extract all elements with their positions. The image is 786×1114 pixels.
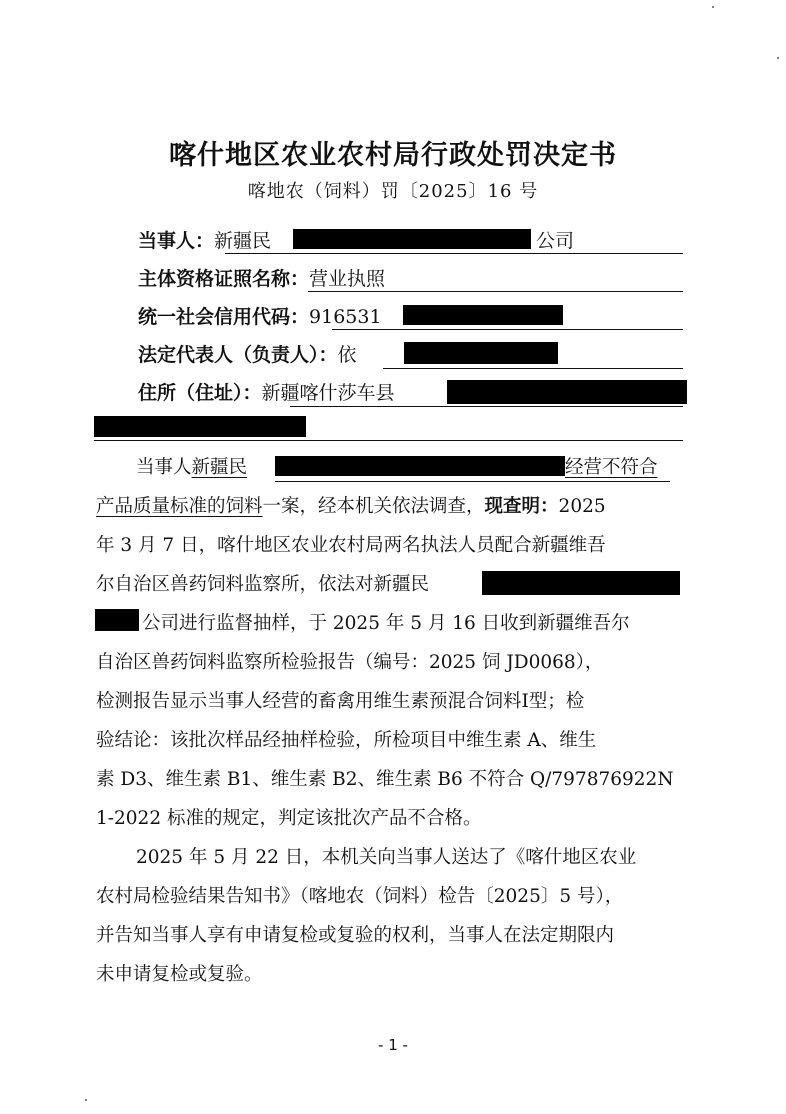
paragraph-1-line-9: 素 D3、维生素 B1、维生素 B2、维生素 B6 不符合 Q/797876922N (96, 769, 674, 790)
paragraph-2-line-3: 并告知当事人享有申请复检或复验的权利，当事人在法定期限内 (96, 925, 615, 946)
text-span: 2025 (558, 496, 606, 517)
credit-code-underline (332, 329, 683, 330)
address-underline (290, 406, 683, 407)
paragraph-1-line-3: 年 3 月 7 日，喀什地区农业农村局两名执法人员配合新疆维吾 (96, 535, 606, 556)
address-field (138, 378, 395, 408)
party-value-prefix: 新疆民 (214, 230, 272, 252)
license-label: 主体资格证照名称： (138, 268, 310, 290)
address-value: 新疆喀什莎车县 (261, 382, 395, 404)
redaction-block (403, 305, 563, 325)
redaction-block (95, 609, 139, 631)
document-title: 喀什地区农业农村局行政处罚决定书 (169, 140, 617, 171)
paragraph-1-line-2 (96, 492, 606, 518)
redaction-block (404, 342, 558, 364)
party-value-suffix: 公司 (536, 230, 575, 252)
license-underline (308, 291, 683, 292)
address-label: 住所（住址）： (138, 382, 262, 404)
credit-code-label: 统一社会信用代码： (138, 306, 310, 328)
paragraph-1-line-10: 1-2022 标准的规定，判定该批次产品不合格。 (96, 808, 482, 829)
address-underline-2 (94, 440, 683, 441)
paragraph-1-line-5: 公司进行监督抽样，于 2025 年 5 月 16 日收到新疆维吾尔 (142, 613, 630, 634)
paragraph-1-line-1-end (565, 453, 658, 479)
license-value: 营业执照 (309, 268, 386, 290)
text-span: 经营不符合 (565, 457, 658, 478)
redaction-block (482, 571, 680, 595)
scan-speck (85, 1099, 87, 1101)
redaction-block (94, 416, 306, 437)
redaction-block (293, 229, 531, 249)
paragraph-2-line-4: 未申请复检或复验。 (96, 964, 263, 985)
party-field (138, 226, 271, 256)
paragraph-1-line-7: 检测报告显示当事人经营的畜禽用维生素预混合饲料Ⅰ型；检 (96, 691, 585, 712)
party-underline (225, 253, 683, 254)
party-suffix-field (536, 226, 574, 256)
legal-rep-value: 依 (337, 344, 357, 366)
paragraph-1-line-1 (136, 453, 247, 479)
license-field (138, 264, 385, 294)
party-label: 当事人： (138, 230, 215, 252)
legal-rep-underline (383, 368, 683, 369)
paragraph-2-line-1: 2025 年 5 月 22 日，本机关向当事人送达了《喀什地区农业 (136, 847, 637, 868)
text-span: 一案，经本机关依法调查， (262, 496, 485, 517)
paragraph-1-line-8: 验结论：该批次样品经抽样检验，所检项目中维生素 A、维生 (96, 730, 597, 751)
legal-rep-label: 法定代表人（负责人）： (138, 344, 338, 366)
redaction-block (447, 380, 687, 404)
text-span: 当事人 (136, 457, 192, 478)
party-underline (275, 481, 670, 482)
document-number: 喀地农（饲料）罚〔2025〕16 号 (247, 181, 539, 202)
paragraph-2-line-2: 农村局检验结果告知书》（喀地农（饲料）检告〔2025〕5 号）， (96, 886, 624, 907)
scan-speck (712, 6, 714, 8)
text-span: 新疆民 (191, 457, 248, 478)
page-number: - 1 - (378, 1036, 408, 1054)
text-span: 现查明： (484, 496, 559, 517)
legal-rep-field (138, 340, 357, 370)
paragraph-1-line-6: 自治区兽药饲料监察所检验报告（编号：2025 饲 JD0068）， (96, 652, 604, 673)
scan-speck (777, 57, 779, 59)
paragraph-1-line-4: 尔自治区兽药饲料监察所，依法对新疆民 (96, 574, 430, 595)
redaction-block (275, 456, 565, 476)
credit-code-field (138, 302, 382, 332)
text-span: 产品质量标准的饲料 (96, 496, 263, 517)
credit-code-value: 916531 (309, 306, 382, 328)
